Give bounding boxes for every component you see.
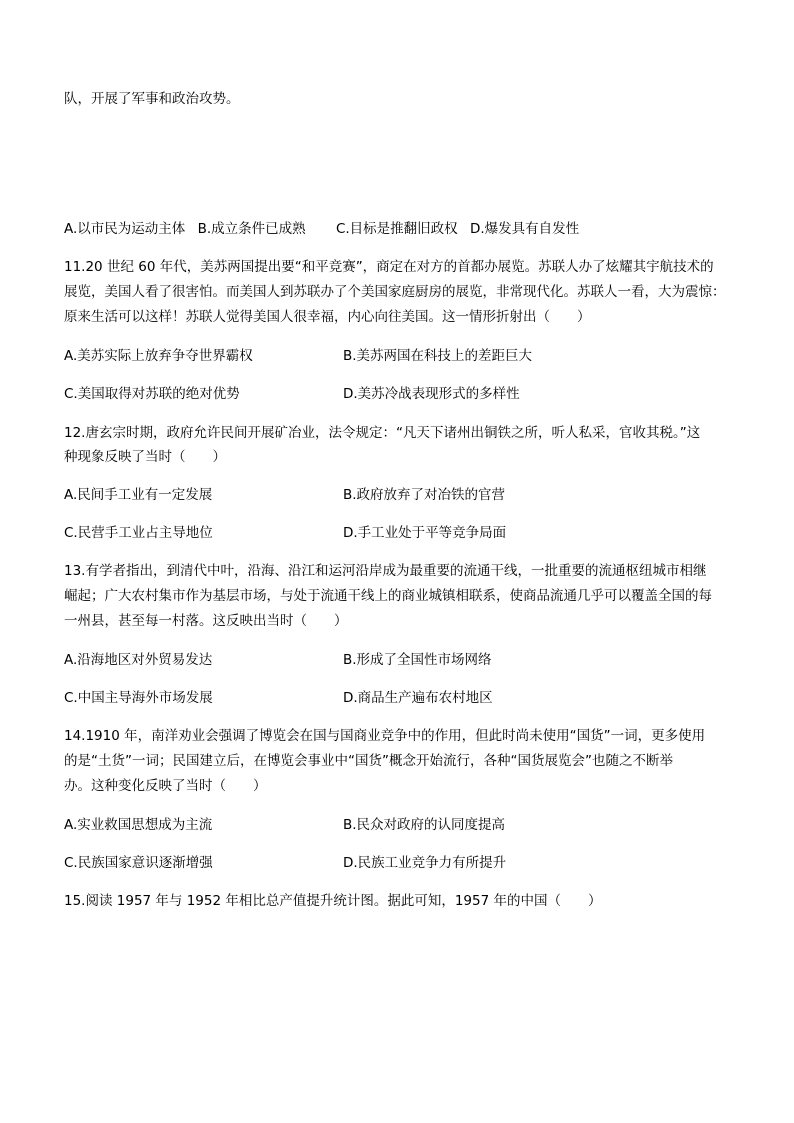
question-13-option-d: D.商品生产遍布农村地区 xyxy=(343,690,493,706)
question-13-option-c: C.中国主导海外市场发展 xyxy=(64,690,213,706)
question-12-option-c: C.民营手工业占主导地位 xyxy=(64,525,213,541)
question-13-option-a: A.沿海地区对外贸易发达 xyxy=(64,652,213,668)
question-10-option-a: A.以市民为运动主体 xyxy=(64,221,186,237)
question-10-option-c: C.目标是推翻旧政权 xyxy=(335,221,458,237)
question-11-option-a: A.美苏实际上放弃争夺世界霸权 xyxy=(64,348,253,364)
question-13-stem-line-3: 一州县，甚至每一村落。这反映出当时（ ） xyxy=(64,613,348,629)
question-10-option-d: D.爆发具有自发性 xyxy=(469,221,580,237)
question-11-stem-line-3: 原来生活可以这样！苏联人觉得美国人很幸福，内心向往美国。这一情形折射出（ ） xyxy=(64,309,591,325)
question-14-option-d: D.民族工业竞争力有所提升 xyxy=(343,855,507,871)
question-12-option-d: D.手工业处于平等竞争局面 xyxy=(343,525,507,541)
question-14-option-c: C.民族国家意识逐渐增强 xyxy=(64,855,213,871)
question-12-option-b: B.政府放弃了对冶铁的官营 xyxy=(343,487,506,503)
question-14-option-b: B.民众对政府的认同度提高 xyxy=(343,817,506,833)
question-14-stem-line-2: 的是“土货”一词；民国建立后，在博览会事业中“国货”概念开始流行，各种“国货展览会”也随之不断举 xyxy=(64,753,673,769)
question-10-option-b: B.成立条件已成熟 xyxy=(197,221,306,237)
question-13-stem-line-1: 13.有学者指出，到清代中叶，沿海、沿江和运河沿岸成为最重要的流通干线，一批重要的流通枢纽城市相继 xyxy=(64,563,707,579)
question-11-stem-line-2: 展览，美国人看了很害怕。而美国人到苏联办了个美国家庭厨房的展览，非常现代化。苏联人一看，大为震惊： xyxy=(64,284,726,300)
question-10-options xyxy=(64,219,587,239)
question-12-option-a: A.民间手工业有一定发展 xyxy=(64,487,213,503)
question-13-option-b: B.形成了全国性市场网络 xyxy=(343,652,492,668)
question-11-option-b: B.美苏两国在科技上的差距巨大 xyxy=(343,348,533,364)
question-11-option-d: D.美苏冷战表现形式的多样性 xyxy=(343,386,520,402)
question-11-stem-line-1: 11.20 世纪 60 年代，美苏两国提出要“和平竞赛”，商定在对方的首都办展览。苏联人办了炫耀其宇航技术的 xyxy=(64,259,714,275)
question-11-option-c: C.美国取得对苏联的绝对优势 xyxy=(64,386,240,402)
question-15-stem-line-1: 15.阅读 1957 年与 1952 年相比总产值提升统计图。据此可知，1957 年的中国（ ） xyxy=(64,893,602,909)
question-14-stem-line-1: 14.1910 年，南洋劝业会强调了博览会在国与国商业竞争中的作用，但此时尚未使用“国货”一词，更多使用 xyxy=(64,728,706,744)
question-13-stem-line-2: 崛起；广大农村集市作为基层市场，与处于流通干线上的商业城镇相联系，使商品流通几乎可以覆盖全国的每 xyxy=(64,588,712,604)
question-12-stem-line-1: 12.唐玄宗时期，政府允许民间开展矿冶业，法令规定：“凡天下诸州出铜铁之所，听人私采，官收其税。”这 xyxy=(64,425,701,441)
question-10-stem-end: 队，开展了军事和政治攻势。 xyxy=(64,91,240,107)
question-14-option-a: A.实业救国思想成为主流 xyxy=(64,817,213,833)
question-14-stem-line-3: 办。这种变化反映了当时（ ） xyxy=(64,778,267,794)
question-12-stem-line-2: 种现象反映了当时（ ） xyxy=(64,449,226,465)
